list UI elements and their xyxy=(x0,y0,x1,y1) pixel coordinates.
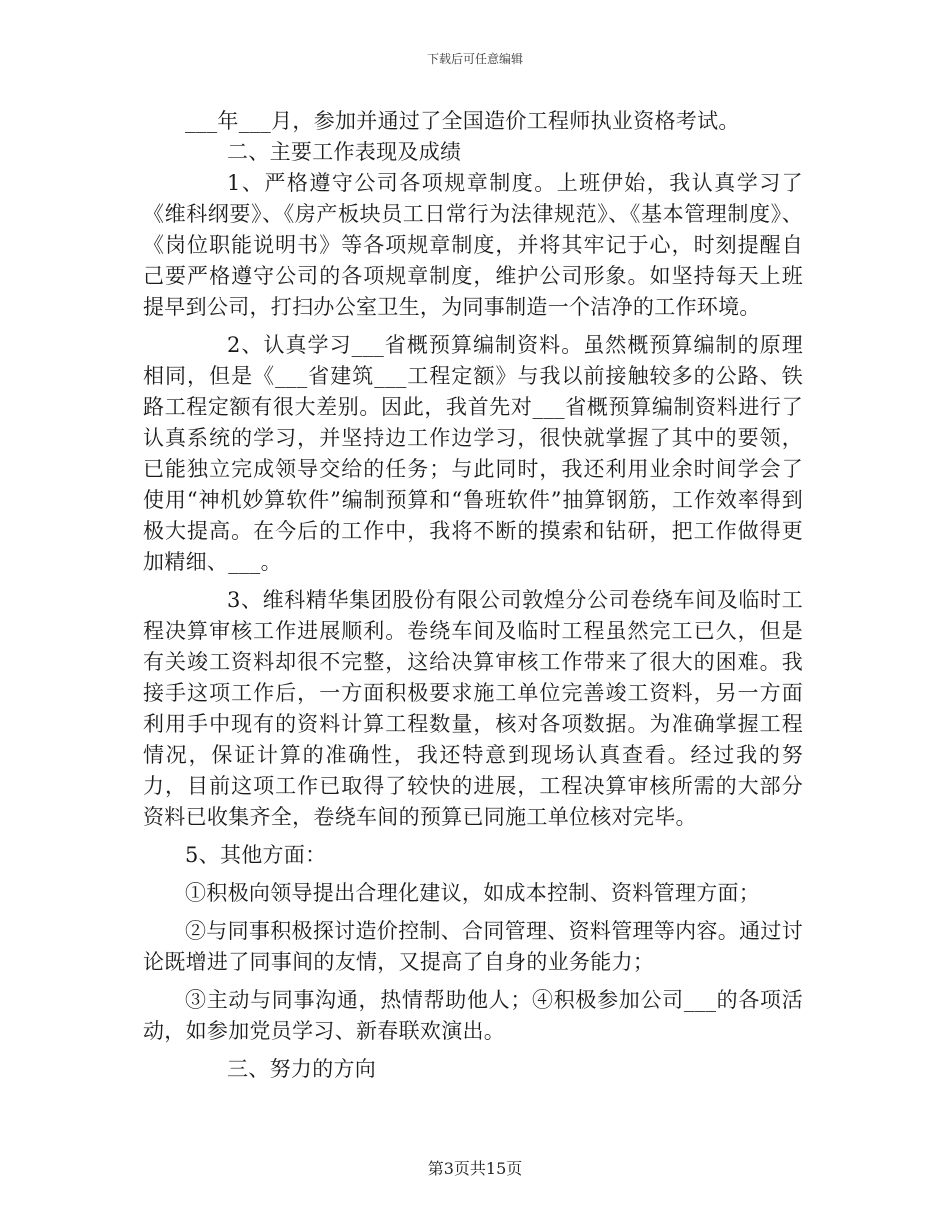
paragraph-item-5: 5、其他方面： xyxy=(185,843,327,867)
page-header: 下载后可任意编辑 xyxy=(426,52,523,66)
paragraph-sub-2: ②与同事积极探讨造价控制、合同管理、资料管理等内容。通过讨论既增进了同事间的友情，又提高了自身的业务能力； xyxy=(143,919,803,974)
paragraph-item-1: 1、严格遵守公司各项规章制度。上班伊始，我认真学习了《维科纲要》、《房产板块员工日常行为法律规范》、《基本管理制度》、《岗位职能说明书》等各项规章制度，并将其牢记于心，时刻提醒自己要严格遵守公司的各项规章制度，维护公司形象。如坚持每天上班提早到公司，打扫办公室卫生，为同事制造一个洁净的工作环境。 xyxy=(143,171,803,319)
section-heading-2: 二、主要工作表现及成绩 xyxy=(227,140,462,164)
paragraph-item-3: 3、维科精华集团股份有限公司敦煌分公司卷绕车间及临时工程决算审核工作进展顺利。卷绕车间及临时工程虽然完工已久，但是有关竣工资料却很不完整，这给决算审核工作带来了很大的困难。我接手这项工作后，一方面积极要求施工单位完善竣工资料，另一方面利用手中现有的资料计算工程数量，核对各项数据。为准确掌握工程情况，保证计算的准确性，我还特意到现场认真查看。经过我的努力，目前这项工作已取得了较快的进展，工程决算审核所需的大部分资料已收集齐全，卷绕车间的预算已同施工单位核对完毕。 xyxy=(143,588,803,829)
paragraph-sub-1: ①积极向领导提出合理化建议，如成本控制、资料管理方面； xyxy=(185,881,761,905)
page-footer: 第3页共15页 xyxy=(427,1159,523,1178)
paragraph-sub-3: ③主动与同事沟通，热情帮助他人；④积极参加公司___的各项活动，如参加党员学习、新春联欢演出。 xyxy=(143,988,803,1043)
document-body xyxy=(143,106,803,1085)
section-heading-3: 三、努力的方向 xyxy=(227,1057,377,1081)
paragraph-item-2: 2、认真学习___省概预算编制资料。虽然概预算编制的原理相同，但是《___省建筑___工程定额》与我以前接触较多的公路、铁路工程定额有很大差别。因此，我首先对___省概预算编制资料进行了认真系统的学习，并坚持边工作边学习，很快就掌握了其中的要领，已能独立完成领导交给的任务；与此同时，我还利用业余时间学会了使用“神机妙算软件”编制预算和“鲁班软件”抽算钢筋，工作效率得到极大提高。在今后的工作中，我将不断的摸索和钻研，把工作做得更加精细、___。 xyxy=(143,333,803,574)
paragraph-exam: ___年___月，参加并通过了全国造价工程师执业资格考试。 xyxy=(185,109,740,133)
